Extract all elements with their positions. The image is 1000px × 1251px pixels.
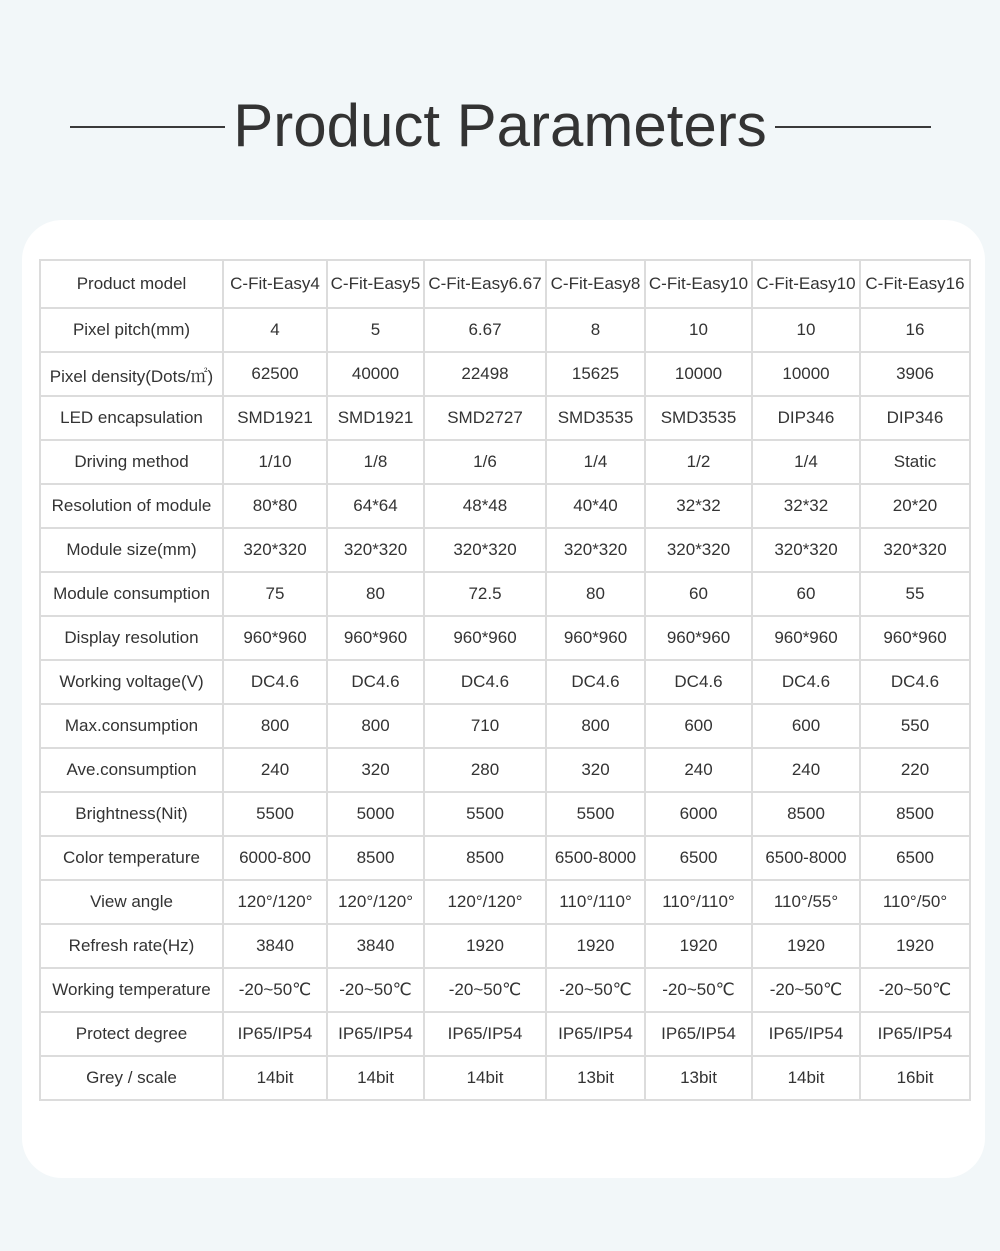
table-cell: 960*960 (223, 616, 327, 660)
table-cell: 800 (327, 704, 424, 748)
table-cell: C-Fit-Easy8 (546, 260, 645, 308)
table-cell: SMD3535 (645, 396, 752, 440)
row-label: Resolution of module (40, 484, 223, 528)
table-cell: SMD1921 (327, 396, 424, 440)
table-cell: 6000 (645, 792, 752, 836)
table-cell: 220 (860, 748, 970, 792)
row-label: Product model (40, 260, 223, 308)
table-cell: 10000 (645, 352, 752, 396)
row-label: Color temperature (40, 836, 223, 880)
table-cell: 8500 (752, 792, 860, 836)
table-cell: 600 (645, 704, 752, 748)
table-cell: 16bit (860, 1056, 970, 1100)
table-cell: 960*960 (546, 616, 645, 660)
table-cell: -20~50℃ (752, 968, 860, 1012)
table-cell: 72.5 (424, 572, 546, 616)
table-cell: 1920 (546, 924, 645, 968)
table-cell: -20~50℃ (327, 968, 424, 1012)
parameters-table-body (40, 260, 970, 1100)
table-cell: IP65/IP54 (752, 1012, 860, 1056)
table-cell: C-Fit-Easy5 (327, 260, 424, 308)
page-header (0, 88, 1000, 168)
table-cell: 10 (752, 308, 860, 352)
table-cell: 60 (645, 572, 752, 616)
table-cell: 40*40 (546, 484, 645, 528)
table-row (40, 1056, 970, 1100)
table-row (40, 924, 970, 968)
table-cell: 1920 (860, 924, 970, 968)
table-cell: -20~50℃ (424, 968, 546, 1012)
table-cell: 60 (752, 572, 860, 616)
table-cell: 960*960 (860, 616, 970, 660)
table-cell: 1/4 (546, 440, 645, 484)
table-row (40, 308, 970, 352)
table-cell: 6000-800 (223, 836, 327, 880)
table-cell: 550 (860, 704, 970, 748)
row-label: Module consumption (40, 572, 223, 616)
title-divider-left (70, 126, 225, 128)
row-label: Grey / scale (40, 1056, 223, 1100)
table-cell: -20~50℃ (223, 968, 327, 1012)
table-cell: 8500 (327, 836, 424, 880)
table-cell: DC4.6 (546, 660, 645, 704)
table-cell: -20~50℃ (860, 968, 970, 1012)
table-cell: 320*320 (546, 528, 645, 572)
row-label: Module size(mm) (40, 528, 223, 572)
table-cell: 64*64 (327, 484, 424, 528)
table-cell: 1920 (645, 924, 752, 968)
table-cell: IP65/IP54 (546, 1012, 645, 1056)
table-cell: IP65/IP54 (645, 1012, 752, 1056)
row-label: Pixel density(Dots/㎡) (40, 352, 223, 396)
table-cell: 960*960 (752, 616, 860, 660)
table-cell: 22498 (424, 352, 546, 396)
table-cell: 13bit (645, 1056, 752, 1100)
table-cell: 40000 (327, 352, 424, 396)
table-cell: -20~50℃ (645, 968, 752, 1012)
table-cell: 320*320 (645, 528, 752, 572)
table-cell: 240 (645, 748, 752, 792)
table-cell: DIP346 (860, 396, 970, 440)
table-row (40, 836, 970, 880)
table-cell: 20*20 (860, 484, 970, 528)
table-row (40, 484, 970, 528)
table-cell: 600 (752, 704, 860, 748)
row-label: Pixel pitch(mm) (40, 308, 223, 352)
table-cell: 1/6 (424, 440, 546, 484)
table-cell: -20~50℃ (546, 968, 645, 1012)
table-cell: 80*80 (223, 484, 327, 528)
table-row (40, 396, 970, 440)
table-row (40, 704, 970, 748)
table-cell: 120°/120° (327, 880, 424, 924)
table-cell: 320*320 (752, 528, 860, 572)
table-cell: C-Fit-Easy4 (223, 260, 327, 308)
table-cell: 5500 (546, 792, 645, 836)
table-row (40, 748, 970, 792)
row-label: Ave.consumption (40, 748, 223, 792)
table-cell: 5500 (223, 792, 327, 836)
parameters-table (39, 259, 971, 1101)
table-cell: IP65/IP54 (424, 1012, 546, 1056)
page-title: Product Parameters (233, 92, 767, 159)
row-label: Max.consumption (40, 704, 223, 748)
table-cell: 10000 (752, 352, 860, 396)
table-cell: DC4.6 (752, 660, 860, 704)
table-row (40, 616, 970, 660)
table-cell: IP65/IP54 (327, 1012, 424, 1056)
table-row (40, 968, 970, 1012)
table-cell: C-Fit-Easy6.67 (424, 260, 546, 308)
table-cell: 240 (223, 748, 327, 792)
table-cell: 13bit (546, 1056, 645, 1100)
table-cell: 80 (327, 572, 424, 616)
table-row (40, 880, 970, 924)
table-cell: 5500 (424, 792, 546, 836)
table-cell: 320*320 (860, 528, 970, 572)
table-cell: DIP346 (752, 396, 860, 440)
table-cell: 320 (327, 748, 424, 792)
row-label: Working temperature (40, 968, 223, 1012)
table-cell: IP65/IP54 (860, 1012, 970, 1056)
table-cell: IP65/IP54 (223, 1012, 327, 1056)
table-cell: DC4.6 (645, 660, 752, 704)
table-row (40, 572, 970, 616)
table-cell: 16 (860, 308, 970, 352)
row-label: Protect degree (40, 1012, 223, 1056)
table-cell: 110°/110° (546, 880, 645, 924)
title-divider-right (775, 126, 931, 128)
table-cell: 110°/110° (645, 880, 752, 924)
table-cell: 6.67 (424, 308, 546, 352)
table-row (40, 440, 970, 484)
table-cell: 80 (546, 572, 645, 616)
table-cell: 800 (546, 704, 645, 748)
table-cell: SMD1921 (223, 396, 327, 440)
table-cell: C-Fit-Easy10 (752, 260, 860, 308)
table-cell: 120°/120° (424, 880, 546, 924)
table-cell: 15625 (546, 352, 645, 396)
row-label: LED encapsulation (40, 396, 223, 440)
table-cell: 6500 (860, 836, 970, 880)
table-cell: 960*960 (645, 616, 752, 660)
table-cell: 710 (424, 704, 546, 748)
table-cell: 8 (546, 308, 645, 352)
table-cell: 1920 (752, 924, 860, 968)
table-cell: 6500-8000 (752, 836, 860, 880)
table-cell: 320*320 (424, 528, 546, 572)
table-cell: Static (860, 440, 970, 484)
table-row (40, 528, 970, 572)
row-label: Refresh rate(Hz) (40, 924, 223, 968)
table-cell: DC4.6 (860, 660, 970, 704)
table-cell: 55 (860, 572, 970, 616)
table-cell: 6500-8000 (546, 836, 645, 880)
table-cell: DC4.6 (424, 660, 546, 704)
table-row (40, 792, 970, 836)
table-cell: DC4.6 (327, 660, 424, 704)
table-cell: 32*32 (752, 484, 860, 528)
row-label: Working voltage(V) (40, 660, 223, 704)
table-cell: 62500 (223, 352, 327, 396)
row-label: View angle (40, 880, 223, 924)
table-cell: C-Fit-Easy16 (860, 260, 970, 308)
table-cell: 14bit (752, 1056, 860, 1100)
table-cell: 960*960 (424, 616, 546, 660)
row-label: Driving method (40, 440, 223, 484)
table-cell: 320 (546, 748, 645, 792)
table-row (40, 352, 970, 396)
table-cell: 32*32 (645, 484, 752, 528)
table-cell: 3840 (223, 924, 327, 968)
table-cell: 75 (223, 572, 327, 616)
row-label: Brightness(Nit) (40, 792, 223, 836)
table-cell: 1/2 (645, 440, 752, 484)
table-cell: 320*320 (223, 528, 327, 572)
row-label: Display resolution (40, 616, 223, 660)
table-cell: 120°/120° (223, 880, 327, 924)
table-cell: 5 (327, 308, 424, 352)
table-cell: 240 (752, 748, 860, 792)
table-cell: 14bit (424, 1056, 546, 1100)
table-cell: 8500 (860, 792, 970, 836)
table-cell: 960*960 (327, 616, 424, 660)
table-cell: 10 (645, 308, 752, 352)
table-cell: 320*320 (327, 528, 424, 572)
table-cell: 14bit (327, 1056, 424, 1100)
table-cell: 110°/50° (860, 880, 970, 924)
table-cell: 14bit (223, 1056, 327, 1100)
table-cell: 280 (424, 748, 546, 792)
table-cell: 4 (223, 308, 327, 352)
table-cell: DC4.6 (223, 660, 327, 704)
table-cell: 1920 (424, 924, 546, 968)
table-cell: 1/10 (223, 440, 327, 484)
table-row (40, 1012, 970, 1056)
table-cell: 8500 (424, 836, 546, 880)
table-row (40, 260, 970, 308)
table-cell: 5000 (327, 792, 424, 836)
table-cell: 3906 (860, 352, 970, 396)
table-cell: 800 (223, 704, 327, 748)
table-cell: SMD3535 (546, 396, 645, 440)
table-cell: 1/8 (327, 440, 424, 484)
table-cell: 110°/55° (752, 880, 860, 924)
table-cell: 48*48 (424, 484, 546, 528)
table-cell: 6500 (645, 836, 752, 880)
table-cell: SMD2727 (424, 396, 546, 440)
table-row (40, 660, 970, 704)
table-cell: C-Fit-Easy10 (645, 260, 752, 308)
table-cell: 3840 (327, 924, 424, 968)
table-cell: 1/4 (752, 440, 860, 484)
